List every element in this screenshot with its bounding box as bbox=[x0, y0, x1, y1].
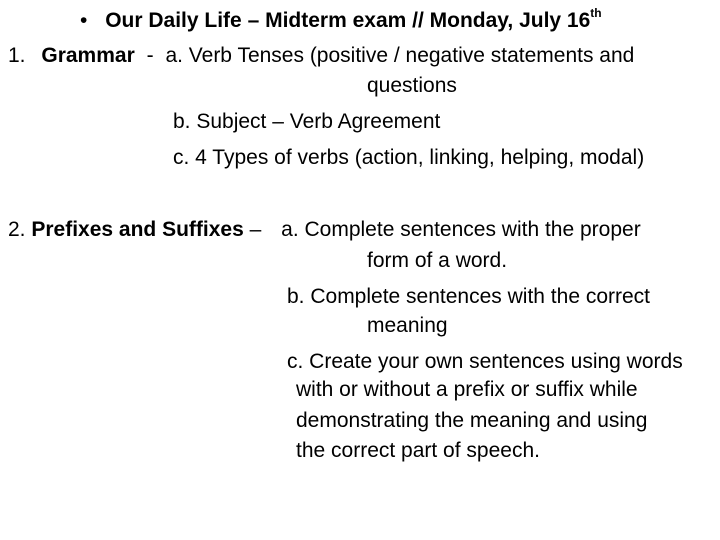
section-1-number: 1. bbox=[8, 44, 26, 67]
section-2-item-c-line4: the correct part of speech. bbox=[296, 439, 540, 462]
title-bullet: • bbox=[80, 9, 88, 32]
section-1-heading: Grammar bbox=[41, 44, 135, 67]
section-2-item-c-line2: with or without a prefix or suffix while bbox=[296, 378, 638, 401]
section-1-item-c: c. 4 Types of verbs (action, linking, helping, modal) bbox=[173, 146, 645, 169]
section-1-item-a-line2: questions bbox=[367, 74, 457, 97]
section-2-item-a-line1: a. Complete sentences with the proper bbox=[281, 218, 641, 241]
section-2-item-b-line1: b. Complete sentences with the correct bbox=[287, 285, 651, 308]
section-2-heading: Prefixes and Suffixes bbox=[31, 218, 244, 241]
section-2-item-a-line2: form of a word. bbox=[367, 249, 508, 272]
page-title: Our Daily Life – Midterm exam // Monday, July 16 bbox=[105, 9, 591, 32]
section-2-item-c-line1: c. Create your own sentences using words bbox=[287, 350, 683, 373]
section-1-item-b: b. Subject – Verb Agreement bbox=[173, 110, 441, 133]
section-2-item-b-line2: meaning bbox=[367, 314, 448, 337]
section-2-separator: – bbox=[249, 218, 262, 241]
section-1-header bbox=[8, 43, 634, 69]
section-2-header bbox=[8, 217, 641, 243]
title-line bbox=[80, 8, 602, 34]
section-2-item-c-line3: demonstrating the meaning and using bbox=[296, 409, 648, 432]
title-ordinal: th bbox=[590, 6, 602, 20]
section-1-item-a-line1: a. Verb Tenses (positive / negative statements and bbox=[165, 44, 635, 67]
section-1-separator: - bbox=[146, 44, 154, 67]
section-2-number: 2. bbox=[8, 218, 26, 241]
